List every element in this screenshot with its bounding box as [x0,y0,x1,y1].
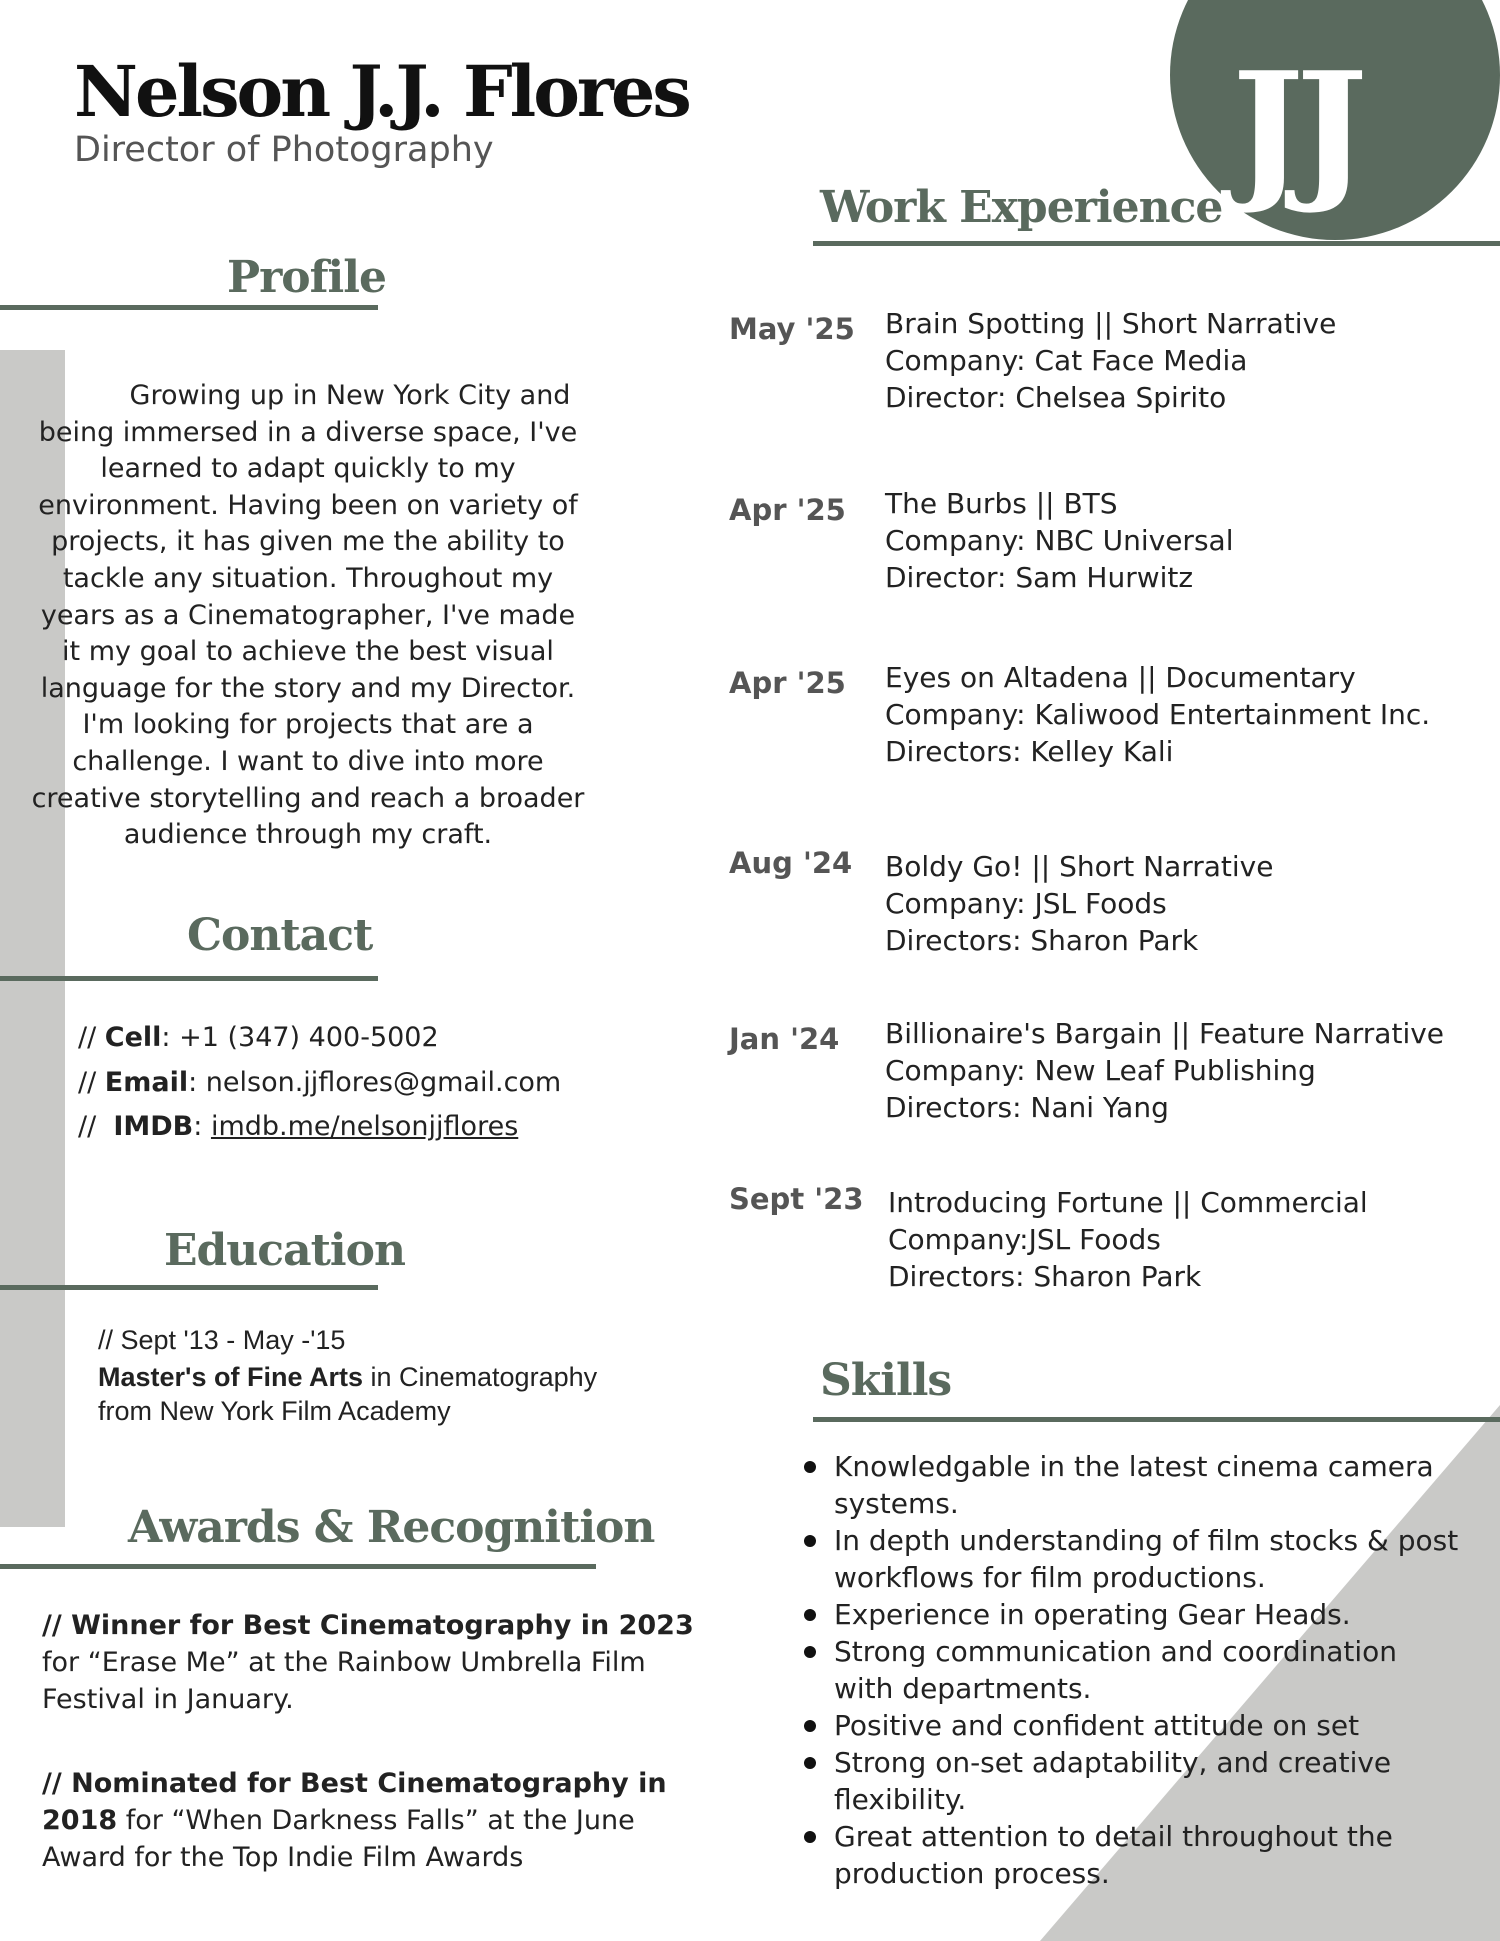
profile-heading: Profile [227,252,386,303]
work-heading: Work Experience [820,182,1223,233]
job-entry [885,659,1430,770]
work-rule [813,241,1500,246]
skills-list [800,1448,1460,1892]
skills-rule [813,1417,1500,1422]
job-director: Director: Chelsea Spirito [885,381,1227,414]
job-director: Directors: Sharon Park [885,924,1199,957]
education-degree: Master's of Fine Arts in Cinematography [98,1362,598,1392]
imdb-link[interactable]: imdb.me/nelsonjjflores [210,1111,519,1142]
bullet-icon [804,1646,816,1658]
education-rule [0,1285,378,1290]
profile-text: Growing up in New York City and being immersed in a diverse space, I've learned to adapt quickly to my environment. Having been on variety of projects, it has given me the ability to tackle any situation. Throughout my years as a Cinematographer, I've made it my goal to achieve the best visual language for the story and my Director. I'm looking for projects that are a challenge. I want to dive into more creative storytelling and reach a broader audience through my craft. [31,380,585,851]
job-company: Company:JSL Foods [888,1223,1161,1256]
job-company: Company: NBC Universal [885,524,1234,557]
job-project: Boldy Go! || Short Narrative [885,850,1274,883]
education-dates: // Sept '13 - May -'15 [98,1325,346,1355]
job-entry [885,1015,1444,1126]
job-title: Director of Photography [74,130,494,170]
job-director: Director: Sam Hurwitz [885,561,1194,594]
bullet-icon [804,1609,816,1621]
job-entry [885,848,1273,959]
job-entry [885,305,1336,416]
skill-item: Strong on-set adaptability, and creative flexibility. [800,1744,1460,1818]
skill-item: Knowledgable in the latest cinema camera systems. [800,1448,1460,1522]
bullet-icon [804,1720,816,1732]
job-director: Directors: Nani Yang [885,1091,1169,1124]
bullet-icon [804,1831,816,1843]
job-director: Directors: Kelley Kali [885,735,1174,768]
person-name: Nelson J.J. Flores [74,50,689,133]
bullet-icon [804,1757,816,1769]
job-company: Company: Kaliwood Entertainment Inc. [885,698,1431,731]
skill-item: In depth understanding of film stocks & post workflows for film productions. [800,1522,1460,1596]
education-school: from New York Film Academy [98,1396,451,1426]
job-company: Company: Cat Face Media [885,344,1248,377]
award-item: // Nominated for Best Cinematography in 2018 for “When Darkness Falls” at the June Award for the Top Indie Film Awards [42,1768,667,1873]
contact-rule [0,976,378,981]
job-date: Aug '24 [729,846,853,880]
awards-heading: Awards & Recognition [128,1502,655,1553]
contact-cell: // Cell: +1 (347) 400-5002 [78,1022,439,1053]
skill-item: Strong communication and coordination with departments. [800,1633,1460,1707]
bullet-icon [804,1461,816,1473]
job-project: Eyes on Altadena || Documentary [885,661,1356,694]
job-project: The Burbs || BTS [885,487,1118,520]
job-project: Introducing Fortune || Commercial [888,1186,1368,1219]
skill-item: Experience in operating Gear Heads. [800,1596,1460,1633]
job-entry [885,485,1233,596]
contact-heading: Contact [187,910,373,961]
job-company: Company: JSL Foods [885,887,1167,920]
profile-rule [0,305,378,310]
education-heading: Education [164,1225,405,1276]
job-project: Brain Spotting || Short Narrative [885,307,1337,340]
awards-rule [0,1564,596,1569]
contact-imdb: // IMDB: imdb.me/nelsonjjflores [78,1111,519,1142]
contact-email: // Email: nelson.jjflores@gmail.com [78,1067,562,1098]
award-item: // Winner for Best Cinematography in 2023 for “Erase Me” at the Rainbow Umbrella Film Festival in January. [42,1610,694,1715]
bullet-icon [804,1535,816,1547]
job-date: May '25 [729,312,855,346]
job-company: Company: New Leaf Publishing [885,1054,1316,1087]
skill-item: Great attention to detail throughout the production process. [800,1818,1460,1892]
job-entry [888,1184,1368,1295]
job-director: Directors: Sharon Park [888,1260,1202,1293]
job-date: Sept '23 [729,1182,864,1216]
skill-item: Positive and confident attitude on set [800,1707,1460,1744]
job-date: Jan '24 [729,1022,840,1056]
monogram: JJ [1232,38,1360,217]
job-date: Apr '25 [729,493,846,527]
job-date: Apr '25 [729,666,846,700]
skills-heading: Skills [820,1355,952,1406]
job-project: Billionaire's Bargain || Feature Narrative [885,1017,1445,1050]
